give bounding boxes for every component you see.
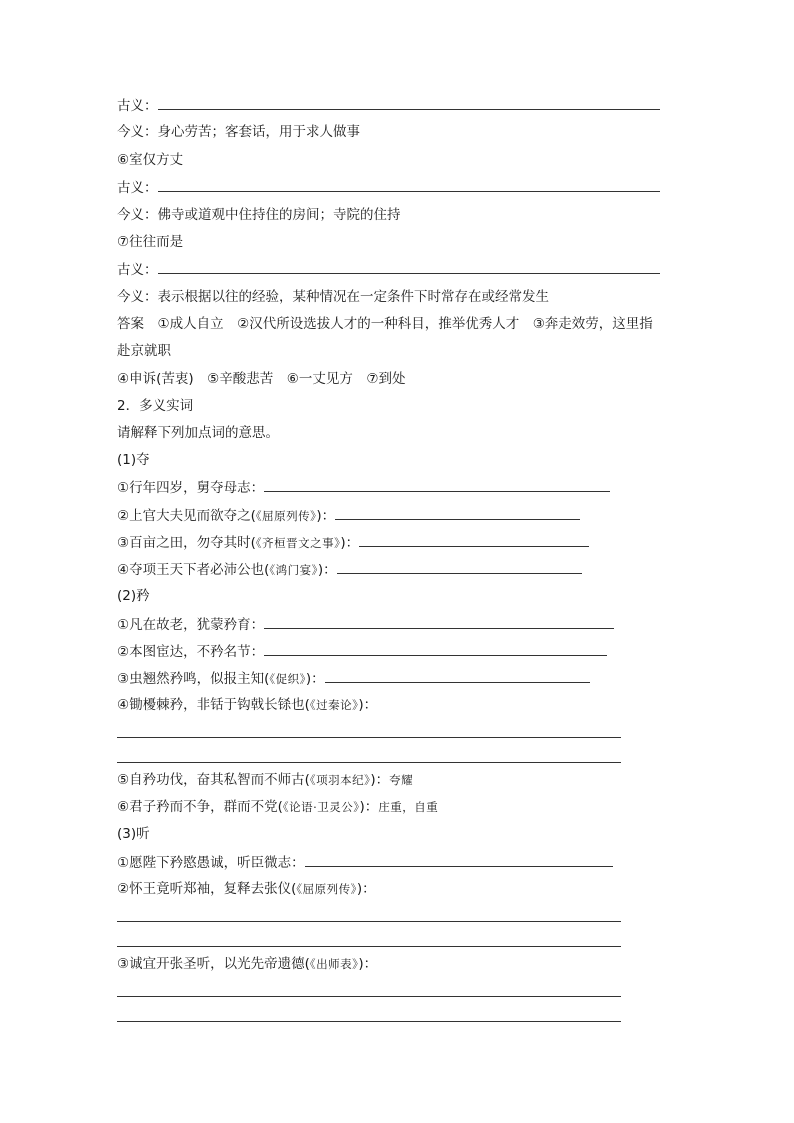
question-ting-1 <box>117 853 613 872</box>
question-text: ①愿陛下矜愍愚诚，听臣微志： <box>117 855 305 871</box>
question-text: ②上官大夫见而欲夺之( <box>117 508 256 524</box>
question-jin-3 <box>117 669 590 688</box>
item-7-phrase: ⑦往往而是 <box>117 234 184 250</box>
question-text: ①凡在故老，犹蒙矜育： <box>117 617 265 633</box>
ancient-meaning-label: 古义： <box>117 98 158 114</box>
answer-line[interactable] <box>117 946 621 947</box>
answer-line[interactable] <box>117 737 621 738</box>
question-duo-3 <box>117 533 589 552</box>
source-title: 《屈原列传》 <box>296 882 357 896</box>
question-text: ①行年四岁，舅夺母志： <box>117 480 265 496</box>
question-duo-1 <box>117 478 610 497</box>
modern-meaning-line-7: 今义：表示根据以往的经验，某种情况在一定条件下时常存在或经常发生 <box>117 289 549 305</box>
question-text: ②本图宦达，不矜名节： <box>117 644 265 660</box>
answer-blank[interactable] <box>158 260 660 274</box>
word-group-3-heading: (3)听 <box>117 826 150 842</box>
answer-blank[interactable] <box>264 615 614 629</box>
question-text: ④夺项王天下者必沛公也( <box>117 562 270 578</box>
question-suffix: )： <box>316 508 336 524</box>
ancient-meaning-line-7 <box>117 260 660 279</box>
answer-key-line-3: ④申诉(苦衷) ⑤辛酸悲苦 ⑥一丈见方 ⑦到处 <box>117 371 406 387</box>
question-text: ③百亩之田，勿夺其时( <box>117 535 256 551</box>
question-jin-4 <box>117 696 377 714</box>
question-suffix: )： <box>356 881 376 897</box>
ancient-meaning-label: 古义： <box>117 180 158 196</box>
question-text: ⑥君子矜而不争，群而不党( <box>117 799 283 815</box>
answer-key-line-1: 答案 ①成人自立 ②汉代所设选拔人才的一种科目，推举优秀人才 ③奔走效劳，这里指 <box>117 316 653 332</box>
answer-blank[interactable] <box>305 853 613 867</box>
item-6-phrase: ⑥室仅方丈 <box>117 152 184 168</box>
question-text: ②怀王竟听郑袖，复释去张仪( <box>117 881 297 897</box>
ancient-meaning-line-5 <box>117 96 660 115</box>
question-jin-6 <box>117 798 438 816</box>
answer-blank[interactable] <box>158 178 660 192</box>
answer-line[interactable] <box>117 1021 621 1022</box>
answer-blank[interactable] <box>335 506 580 520</box>
question-ting-2 <box>117 880 376 898</box>
source-title: 《项羽本纪》 <box>309 773 371 787</box>
answer-key-line-2: 赴京就职 <box>117 343 171 359</box>
answer-blank[interactable] <box>337 560 582 574</box>
question-suffix: )： <box>340 535 360 551</box>
source-title: 《齐桓晋文之事》 <box>255 536 341 550</box>
section-instruction: 请解释下列加点词的意思。 <box>117 425 279 441</box>
word-group-2-heading: (2)矜 <box>117 588 150 604</box>
question-jin-2 <box>117 642 607 661</box>
modern-meaning-line-5: 今义：身心劳苦；客套话，用于求人做事 <box>117 124 360 140</box>
question-suffix: )： <box>359 799 379 815</box>
source-title: 《出师表》 <box>309 957 359 971</box>
answer-line[interactable] <box>117 762 621 763</box>
question-suffix: )： <box>370 772 390 788</box>
question-ting-3 <box>117 955 377 973</box>
ancient-meaning-label: 古义： <box>117 262 158 278</box>
answer-line[interactable] <box>117 921 621 922</box>
word-group-1-heading: (1)夺 <box>117 452 150 468</box>
question-jin-1 <box>117 615 614 634</box>
question-jin-5 <box>117 771 413 789</box>
answer-line[interactable] <box>117 996 621 997</box>
source-title: 《论语·卫灵公》 <box>282 800 360 814</box>
answer-blank[interactable] <box>359 533 589 547</box>
question-text: ④锄櫌棘矜，非铦于钩戟长铩也( <box>117 697 310 713</box>
answer-blank[interactable] <box>325 669 590 683</box>
given-answer: 庄重，自重 <box>378 800 439 814</box>
question-suffix: )： <box>317 562 337 578</box>
source-title: 《促织》 <box>269 672 306 686</box>
question-duo-2 <box>117 506 580 525</box>
source-title: 《过秦论》 <box>309 698 359 712</box>
question-text: ⑤自矜功伐，奋其私智而不师古( <box>117 772 310 788</box>
section-heading-polysemous-words: 2．多义实词 <box>117 398 194 414</box>
question-suffix: )： <box>358 697 378 713</box>
ancient-meaning-line-6 <box>117 178 660 197</box>
answer-blank[interactable] <box>158 96 660 110</box>
question-suffix: )： <box>305 671 325 687</box>
answer-blank[interactable] <box>264 478 610 492</box>
modern-meaning-line-6: 今义：佛寺或道观中住持住的房间；寺院的住持 <box>117 207 401 223</box>
source-title: 《屈原列传》 <box>255 509 317 523</box>
question-suffix: )： <box>358 956 378 972</box>
question-text: ③虫翘然矜鸣，似报主知( <box>117 671 270 687</box>
answer-blank[interactable] <box>264 642 607 656</box>
question-duo-4 <box>117 560 582 579</box>
given-answer: 夸耀 <box>389 773 414 787</box>
source-title: 《鸿门宴》 <box>269 563 318 577</box>
question-text: ③诚宜开张圣听，以光先帝遗德( <box>117 956 310 972</box>
